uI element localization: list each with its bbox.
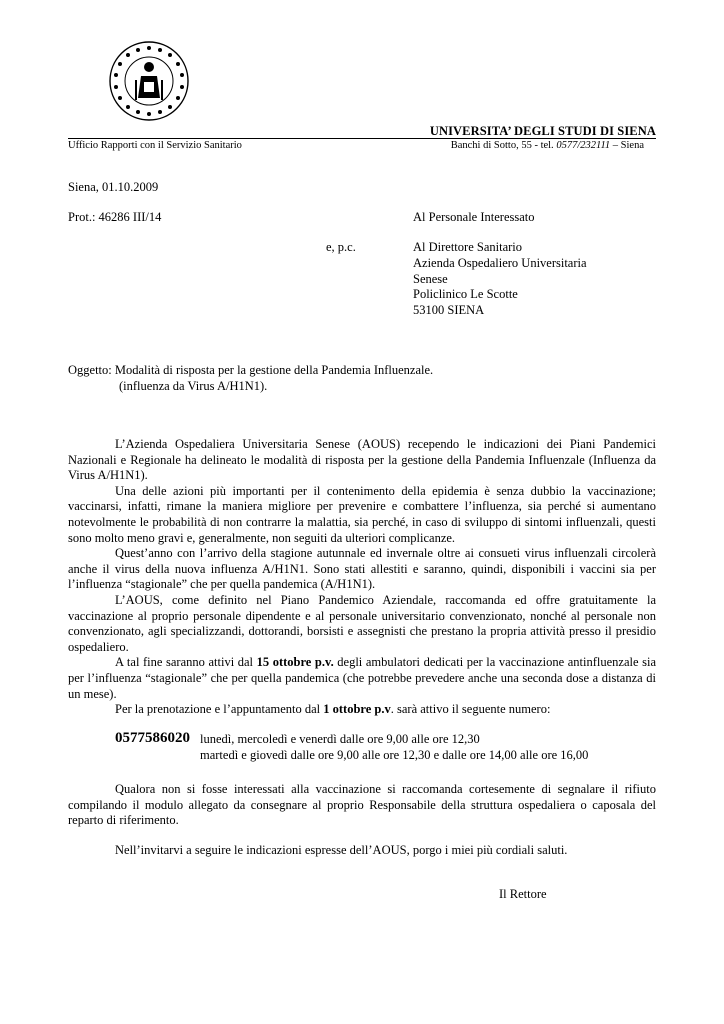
hours-line: lunedì, mercoledì e venerdì dalle ore 9,00 alle ore 12,30 <box>200 732 480 746</box>
closing-section <box>68 782 656 829</box>
cc-address-line: Al Direttore Sanitario <box>413 240 522 254</box>
letter-subject <box>68 363 433 394</box>
body-paragraph: Quest’anno con l’arrivo della stagione autunnale ed invernale oltre ai consueti virus influenzali circolerà anche il virus della nuova influenza A/H1N1. Sono stati allestiti e saranno, quindi, disponibili i vaccini sia per l’influenza “stagionale” che per quella pandemica (A/H1N1). <box>68 546 656 592</box>
office-phone: 0577/232111 <box>556 140 611 151</box>
office-name: Ufficio Rapporti con il Servizio Sanitario <box>68 140 242 151</box>
office-address: Banchi di Sotto, 55 - tel. 0577/232111 – Siena <box>450 140 644 151</box>
cc-address-line: Senese <box>413 271 448 286</box>
protocol-number: Prot.: 46286 III/14 <box>68 210 162 224</box>
header-divider <box>68 138 656 139</box>
letter-date: Siena, 01.10.2009 <box>68 180 159 194</box>
body-paragraph: A tal fine saranno attivi dal 15 ottobre p.v. degli ambulatori dedicati per la vaccinazione antinfluenzale sia per l’influenza “stagionale” che per quella pandemica (che potrebbe prevedere anche una seconda dose a distanza di un mese). <box>68 655 656 701</box>
university-name: UNIVERSITA’ DEGLI STUDI DI SIENA <box>429 124 656 138</box>
cc-label: e, p.c. <box>326 240 356 254</box>
greeting: Nell’invitarvi a seguire le indicazioni espresse dell’AOUS, porgo i miei più cordiali saluti. <box>115 843 568 857</box>
signature: Il Rettore <box>499 887 547 901</box>
body-paragraph: Per la prenotazione e l’appuntamento dal 1 ottobre p.v. sarà attivo il seguente numero: <box>115 702 551 717</box>
subject-line: (influenza da Virus A/H1N1). <box>119 378 268 393</box>
closing-paragraph: Qualora non si fosse interessati alla vaccinazione si raccomanda cortesemente di segnalare il rifiuto compilando il modulo allegato da consegnare al proprio Responsabile della struttura ospedaliera o caposala del reparto di riferimento. <box>68 782 656 828</box>
university-seal-icon <box>108 40 190 122</box>
vaccination-start-date: 15 ottobre p.v. <box>256 655 334 670</box>
subject-line: Oggetto: Modalità di risposta per la gestione della Pandemia Influenzale. <box>68 363 434 377</box>
phone-number: 0577586020 <box>115 730 190 746</box>
cc-address <box>413 240 587 319</box>
body-paragraph: Una delle azioni più importanti per il contenimento della epidemia è senza dubbio la vaccinazione; vaccinarsi, infatti, rimane la maniera migliore per prevenire e combattere l’influenza, sia perché si aumentano notevolmente le probabilità di non contrarre la malattia, sia perché, in caso di sviluppo di sintomi influenzali, questi sono molto meno gravi e, generalmente, non seguiti da ulteriori complicanze. <box>68 483 656 545</box>
letter-body <box>68 437 656 718</box>
cc-address-line: 53100 SIENA <box>413 303 485 318</box>
cc-address-line: Policlinico Le Scotte <box>413 287 518 302</box>
body-paragraph: L’AOUS, come definito nel Piano Pandemico Aziendale, raccomanda ed offre gratuitamente la vaccinazione al proprio personale dipendente e al personale universitario convenzionato, nonché al personale non convenzionato, agli specializzandi, dottorandi, borsisti e assegnisti che prestano la propria attività presso il presidio ospedaliero. <box>68 592 656 654</box>
booking-start-date: 1 ottobre p.v <box>323 702 391 717</box>
body-paragraph: L’Azienda Ospedaliera Universitaria Senese (AOUS) recependo le indicazioni dei Piani Pandemici Nazionali e Regionale ha delineato le modalità di risposta per la gestione della Pandemia Influenzale (Influenza da Virus A/H1N1). <box>68 437 656 483</box>
hours-line: martedì e giovedì dalle ore 9,00 alle ore 12,30 e dalle ore 14,00 alle ore 16,00 <box>200 748 589 762</box>
recipient: Al Personale Interessato <box>413 210 535 224</box>
cc-address-line: Azienda Ospedaliero Universitaria <box>413 255 587 270</box>
